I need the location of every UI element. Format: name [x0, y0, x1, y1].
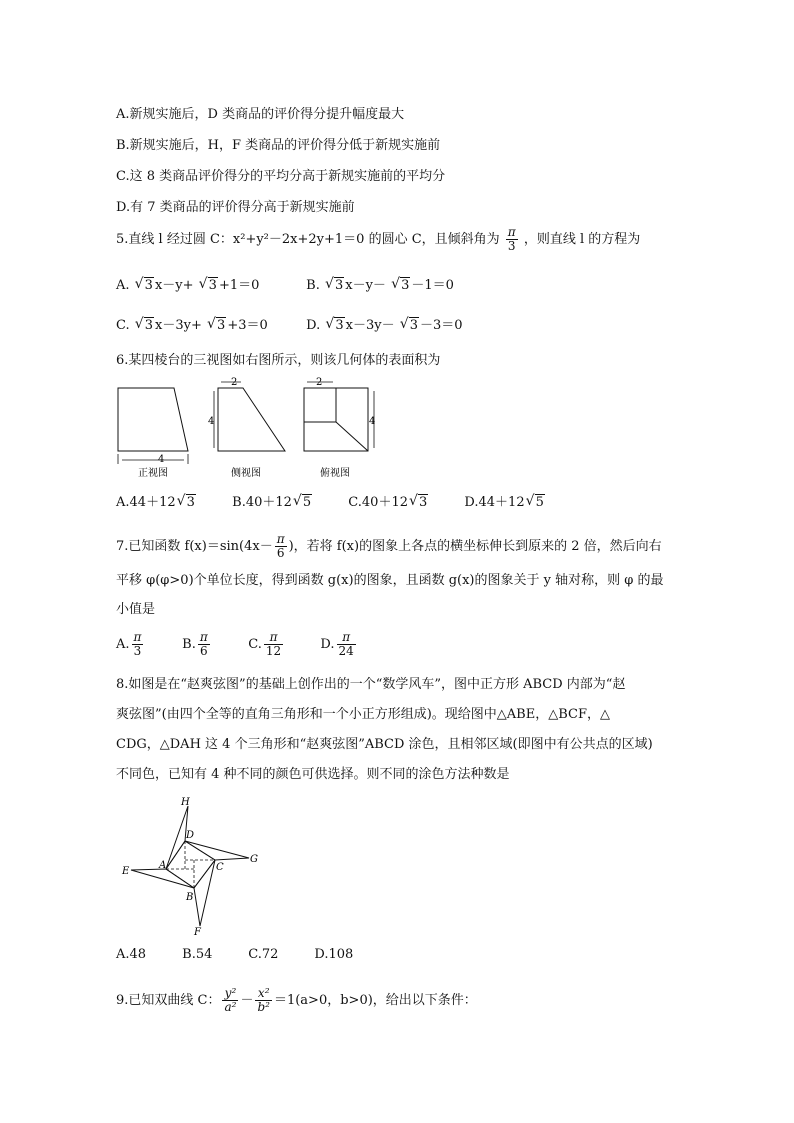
triangle-cdg — [185, 841, 249, 860]
label-e: E — [122, 866, 130, 877]
q6-option-b: B.40＋12√ 5 — [232, 494, 344, 512]
front-dim-label: 4 — [158, 454, 165, 465]
q8-stem-line1: 8.如图是在“赵爽弦图”的基础上创作出的一个“数学风车”，图中正方形 ABCD 内部为“赵 — [116, 677, 626, 692]
triangle-dah — [166, 806, 188, 869]
triangle-abe — [131, 869, 194, 888]
q7-option-a: A. $\frac{\pi}{3}$ — [116, 630, 142, 658]
q5-option-b: B. √ 3 x－y－ √ 3 －1＝0 — [306, 277, 454, 295]
q7-option-b: B. $\frac{\pi}{6}$ — [182, 630, 208, 658]
q5-angle-fraction — [506, 226, 518, 253]
label-a: A — [159, 860, 167, 871]
q5-option-d: D. √ 3 x－3y－ √ 3 －3＝0 — [306, 317, 462, 335]
q8-options — [116, 946, 353, 964]
q9-stem: 9.已知双曲线 C： $\frac{\text{y²}}{\text{a²}}$ － $\frac{\text{x²}}{\text{b²}}$ ＝1(a>0，b>0)，给出以下条件： — [116, 986, 477, 1014]
label-f: F — [194, 927, 201, 938]
front-view-shape — [118, 388, 188, 451]
q8-stem-line3: CDG，△DAH 这 4 个三角形和“赵爽弦图”ABCD 涂色，且相邻区域(即图中有公共点的区域) — [116, 737, 653, 752]
label-h: H — [181, 797, 190, 808]
label-g: G — [250, 854, 258, 865]
q8-stem-line4: 不同色，已知有 4 种不同的颜色可供选择。则不同的涂色方法种数是 — [116, 767, 510, 782]
q8-option-a: A.48 — [116, 947, 147, 962]
label-b: B — [186, 892, 194, 903]
q5-stem — [116, 226, 640, 253]
q8-option-c: C.72 — [248, 947, 279, 962]
q9-x-fraction: $\frac{\text{x²}}{\text{b²}}$ — [257, 986, 270, 1014]
q6-three-view-figure — [110, 376, 400, 482]
q8-option-b: B.54 — [182, 947, 213, 962]
q8-option-d: D.108 — [314, 947, 354, 962]
q7-options — [116, 631, 358, 658]
q7-stem-line3: 小值是 — [116, 602, 156, 617]
q7-stem-line1: 7.已知函数 f(x)＝sin(4x－ $\frac{\pi}{6}$ )，若将 f(x)的图象上各点的横坐标伸长到原来的 2 倍，然后向右 — [116, 532, 662, 560]
q8-stem-line2: 爽弦图”(由四个全等的直角三角形和一个小正方形组成)。现给图中△ABE，△BCF，△ — [116, 707, 610, 722]
q6-option-d: D.44＋12√ 5 — [464, 494, 545, 512]
q5-option-c: C. √ 3 x－3y+ √ 3 +3＝0 — [116, 317, 302, 335]
q4-option-a: A.新规实施后，D 类商品的评价得分提升幅度最大 — [116, 107, 405, 122]
q5-option-a: A. √ 3 x－y+ √ 3 +1＝0 — [116, 277, 302, 295]
q6-option-a: A.44＋12√ 3 — [116, 494, 228, 512]
triangle-bcf — [194, 860, 215, 926]
q8-windmill-figure — [118, 790, 268, 938]
q6-stem: 6.某四棱台的三视图如右图所示，则该几何体的表面积为 — [116, 353, 441, 368]
side-view-shape — [218, 388, 285, 451]
side-dim-top-label: 2 — [231, 377, 238, 388]
q7-option-d: D. $\frac{\pi}{24}$ — [320, 630, 354, 658]
q5-stem-text: 5.直线 l 经过圆 C：x²+y²－2x+2y+1＝0 的圆心 C，且倾斜角为 — [116, 232, 500, 247]
q5-options-row1 — [116, 277, 454, 295]
q7-phase-fraction: $\frac{\pi}{6}$ — [276, 532, 285, 560]
side-view-label: 侧视图 — [231, 468, 261, 479]
q5-stem-text-end: ，则直线 l 的方程为 — [523, 232, 641, 247]
label-c: C — [216, 862, 224, 873]
top-dim-top-label: 2 — [316, 377, 323, 388]
label-d: D — [186, 830, 195, 841]
q9-y-fraction: $\frac{\text{y²}}{\text{a²}}$ — [224, 986, 237, 1014]
q6-option-c: C.40＋12√ 3 — [348, 494, 460, 512]
fraction-denominator: 3 — [507, 239, 516, 253]
q4-option-d: D.有 7 类商品的评价得分高于新规实施前 — [116, 200, 355, 215]
top-dim-right-label: 4 — [369, 416, 376, 427]
q7-stem-line2: 平移 φ(φ>0)个单位长度，得到函数 g(x)的图象，且函数 g(x)的图象关于 y 轴对称，则 φ 的最 — [116, 573, 664, 588]
side-dim-left-label: 4 — [208, 416, 215, 427]
front-view-label: 正视图 — [138, 468, 168, 479]
q6-options — [116, 494, 546, 512]
q4-option-b: B.新规实施后，H，F 类商品的评价得分低于新规实施前 — [116, 138, 441, 153]
q4-option-c: C.这 8 类商品评价得分的平均分高于新规实施前的平均分 — [116, 169, 446, 184]
q7-option-c: C. $\frac{\pi}{12}$ — [248, 630, 282, 658]
q5-options-row2 — [116, 317, 463, 335]
fraction-numerator: π — [507, 225, 516, 239]
top-view-label: 俯视图 — [320, 468, 350, 479]
